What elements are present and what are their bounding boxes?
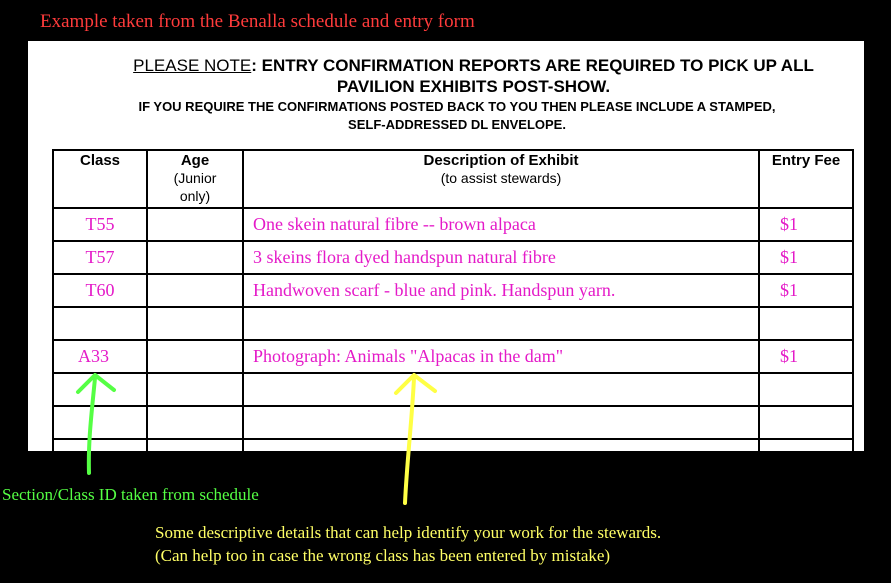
- notice-line3: IF YOU REQUIRE THE CONFIRMATIONS POSTED BACK TO YOU THEN PLEASE INCLUDE A STAMPED,: [138, 99, 776, 114]
- header-age-sub: (Junior only): [173, 170, 217, 204]
- please-note-label: PLEASE NOTE: [133, 56, 252, 75]
- description-annotation: [155, 521, 661, 567]
- notice-line2: PAVILION EXHIBITS POST-SHOW.: [336, 77, 611, 96]
- header-description: Description of Exhibit (to assist stewards): [243, 150, 759, 208]
- notice-line4: SELF-ADDRESSED DL ENVELOPE.: [348, 117, 566, 132]
- notice-line1: : ENTRY CONFIRMATION REPORTS ARE REQUIRED TO PICK UP ALL: [251, 56, 814, 75]
- header-age: Age (Junior only): [147, 150, 243, 208]
- header-class: Class: [53, 150, 147, 208]
- class-id-annotation: Section/Class ID taken from schedule: [2, 485, 259, 504]
- class-cell[interactable]: A33: [53, 340, 147, 373]
- class-cell[interactable]: T55: [53, 208, 147, 241]
- description-annotation-line1: Some descriptive details that can help identify your work for the stewards.: [155, 523, 662, 542]
- fee-cell[interactable]: $1: [759, 241, 853, 274]
- description-cell[interactable]: One skein natural fibre -- brown alpaca: [243, 208, 759, 241]
- description-cell[interactable]: Handwoven scarf - blue and pink. Handspun yarn.: [243, 274, 759, 307]
- description-cell[interactable]: Photograph: Animals "Alpacas in the dam": [243, 340, 759, 373]
- top-caption: Example taken from the Benalla schedule and entry form: [40, 11, 475, 32]
- fee-cell[interactable]: $1: [759, 274, 853, 307]
- header-fee: Entry Fee: [759, 150, 853, 208]
- fee-cell[interactable]: $1: [759, 340, 853, 373]
- green-arrow-icon: [78, 375, 114, 473]
- header-description-sub: (to assist stewards): [440, 170, 562, 186]
- fee-cell[interactable]: $1: [759, 208, 853, 241]
- yellow-arrow-icon: [396, 375, 435, 503]
- description-cell[interactable]: 3 skeins flora dyed handspun natural fibre: [243, 241, 759, 274]
- description-annotation-line2: (Can help too in case the wrong class has been entered by mistake): [155, 546, 611, 565]
- class-cell[interactable]: T57: [53, 241, 147, 274]
- class-cell[interactable]: T60: [53, 274, 147, 307]
